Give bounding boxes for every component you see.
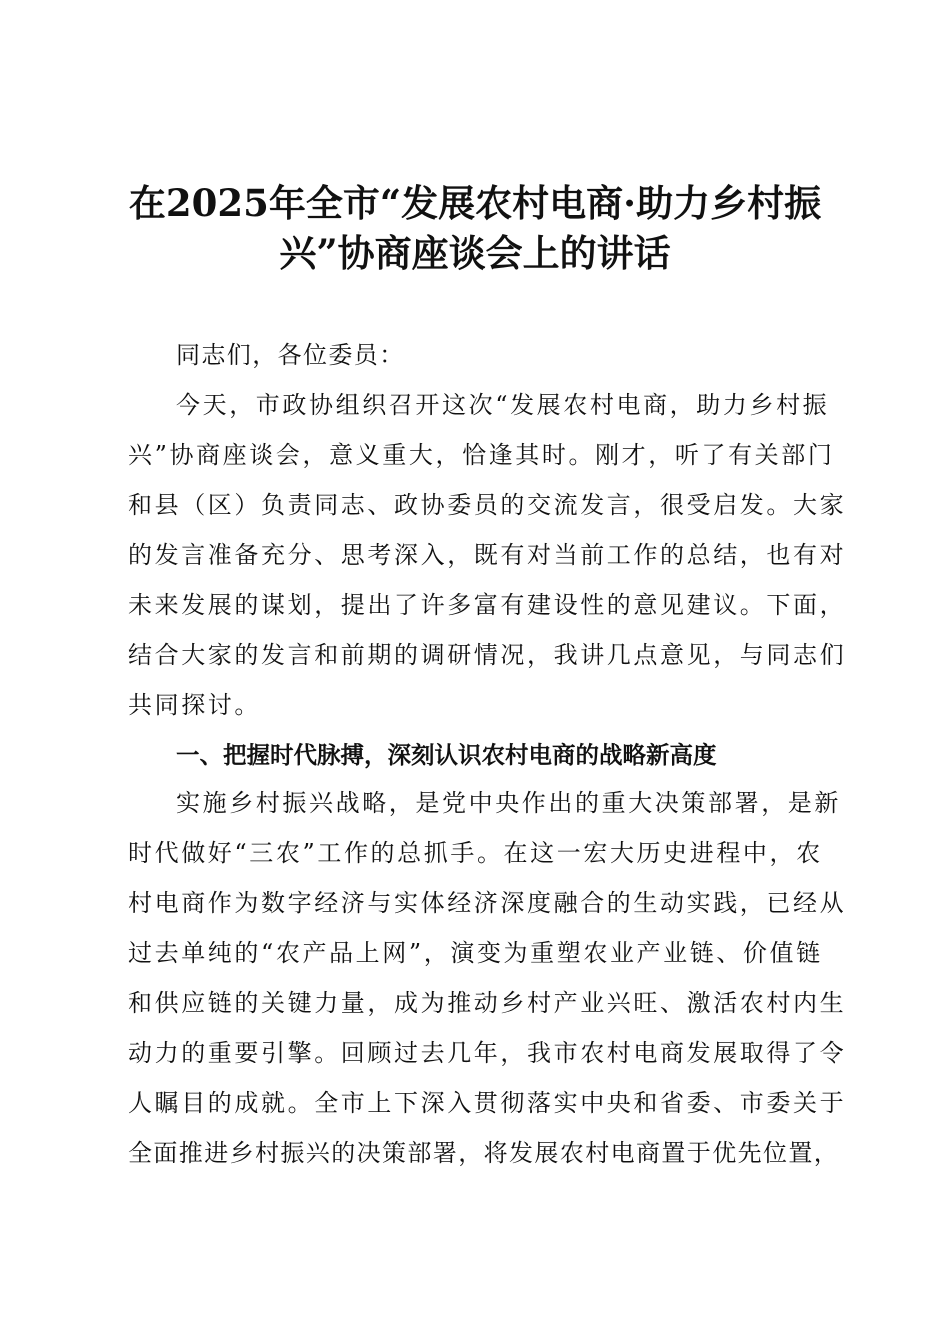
document-title-line-2: 兴”协商座谈会上的讲话	[279, 231, 671, 275]
section-1-line-4: 过去单纯的“农产品上网”，演变为重塑农业产业链、价值链	[128, 939, 823, 967]
intro-line-6: 结合大家的发言和前期的调研情况，我讲几点意见，与同志们	[128, 641, 847, 669]
intro-line-5: 未来发展的谋划，提出了许多富有建设性的意见建议。下面，	[128, 591, 847, 619]
intro-line-3: 和县（区）负责同志、政协委员的交流发言，很受启发。大家	[128, 491, 847, 519]
section-1-line-6: 动力的重要引擎。回顾过去几年，我市农村电商发展取得了令	[128, 1039, 847, 1067]
section-1-line-3: 村电商作为数字经济与实体经济深度融合的生动实践，已经从	[128, 889, 847, 917]
section-1-heading: 一、把握时代脉搏，深刻认识农村电商的战略新高度	[176, 741, 717, 769]
section-1-line-1: 实施乡村振兴战略，是党中央作出的重大决策部署，是新	[176, 789, 841, 817]
section-1-line-5: 和供应链的关键力量，成为推动乡村产业兴旺、激活农村内生	[128, 989, 847, 1017]
salutation: 同志们，各位委员：	[176, 341, 405, 369]
intro-line-7: 共同探讨。	[128, 691, 261, 719]
section-1-line-8: 全面推进乡村振兴的决策部署，将发展农村电商置于优先位置，	[128, 1139, 840, 1167]
intro-line-2: 兴”协商座谈会，意义重大，恰逢其时。刚才，听了有关部门	[128, 441, 835, 469]
document-title-line-1: 在2025年全市“发展农村电商·助力乡村振	[128, 181, 822, 225]
section-1-line-2: 时代做好“三农”工作的总抓手。在这一宏大历史进程中，农	[128, 839, 823, 867]
intro-line-1: 今天，市政协组织召开这次“发展农村电商，助力乡村振	[176, 391, 830, 419]
intro-line-4: 的发言准备充分、思考深入，既有对当前工作的总结，也有对	[128, 541, 847, 569]
section-1-line-7: 人瞩目的成就。全市上下深入贯彻落实中央和省委、市委关于	[128, 1089, 847, 1117]
